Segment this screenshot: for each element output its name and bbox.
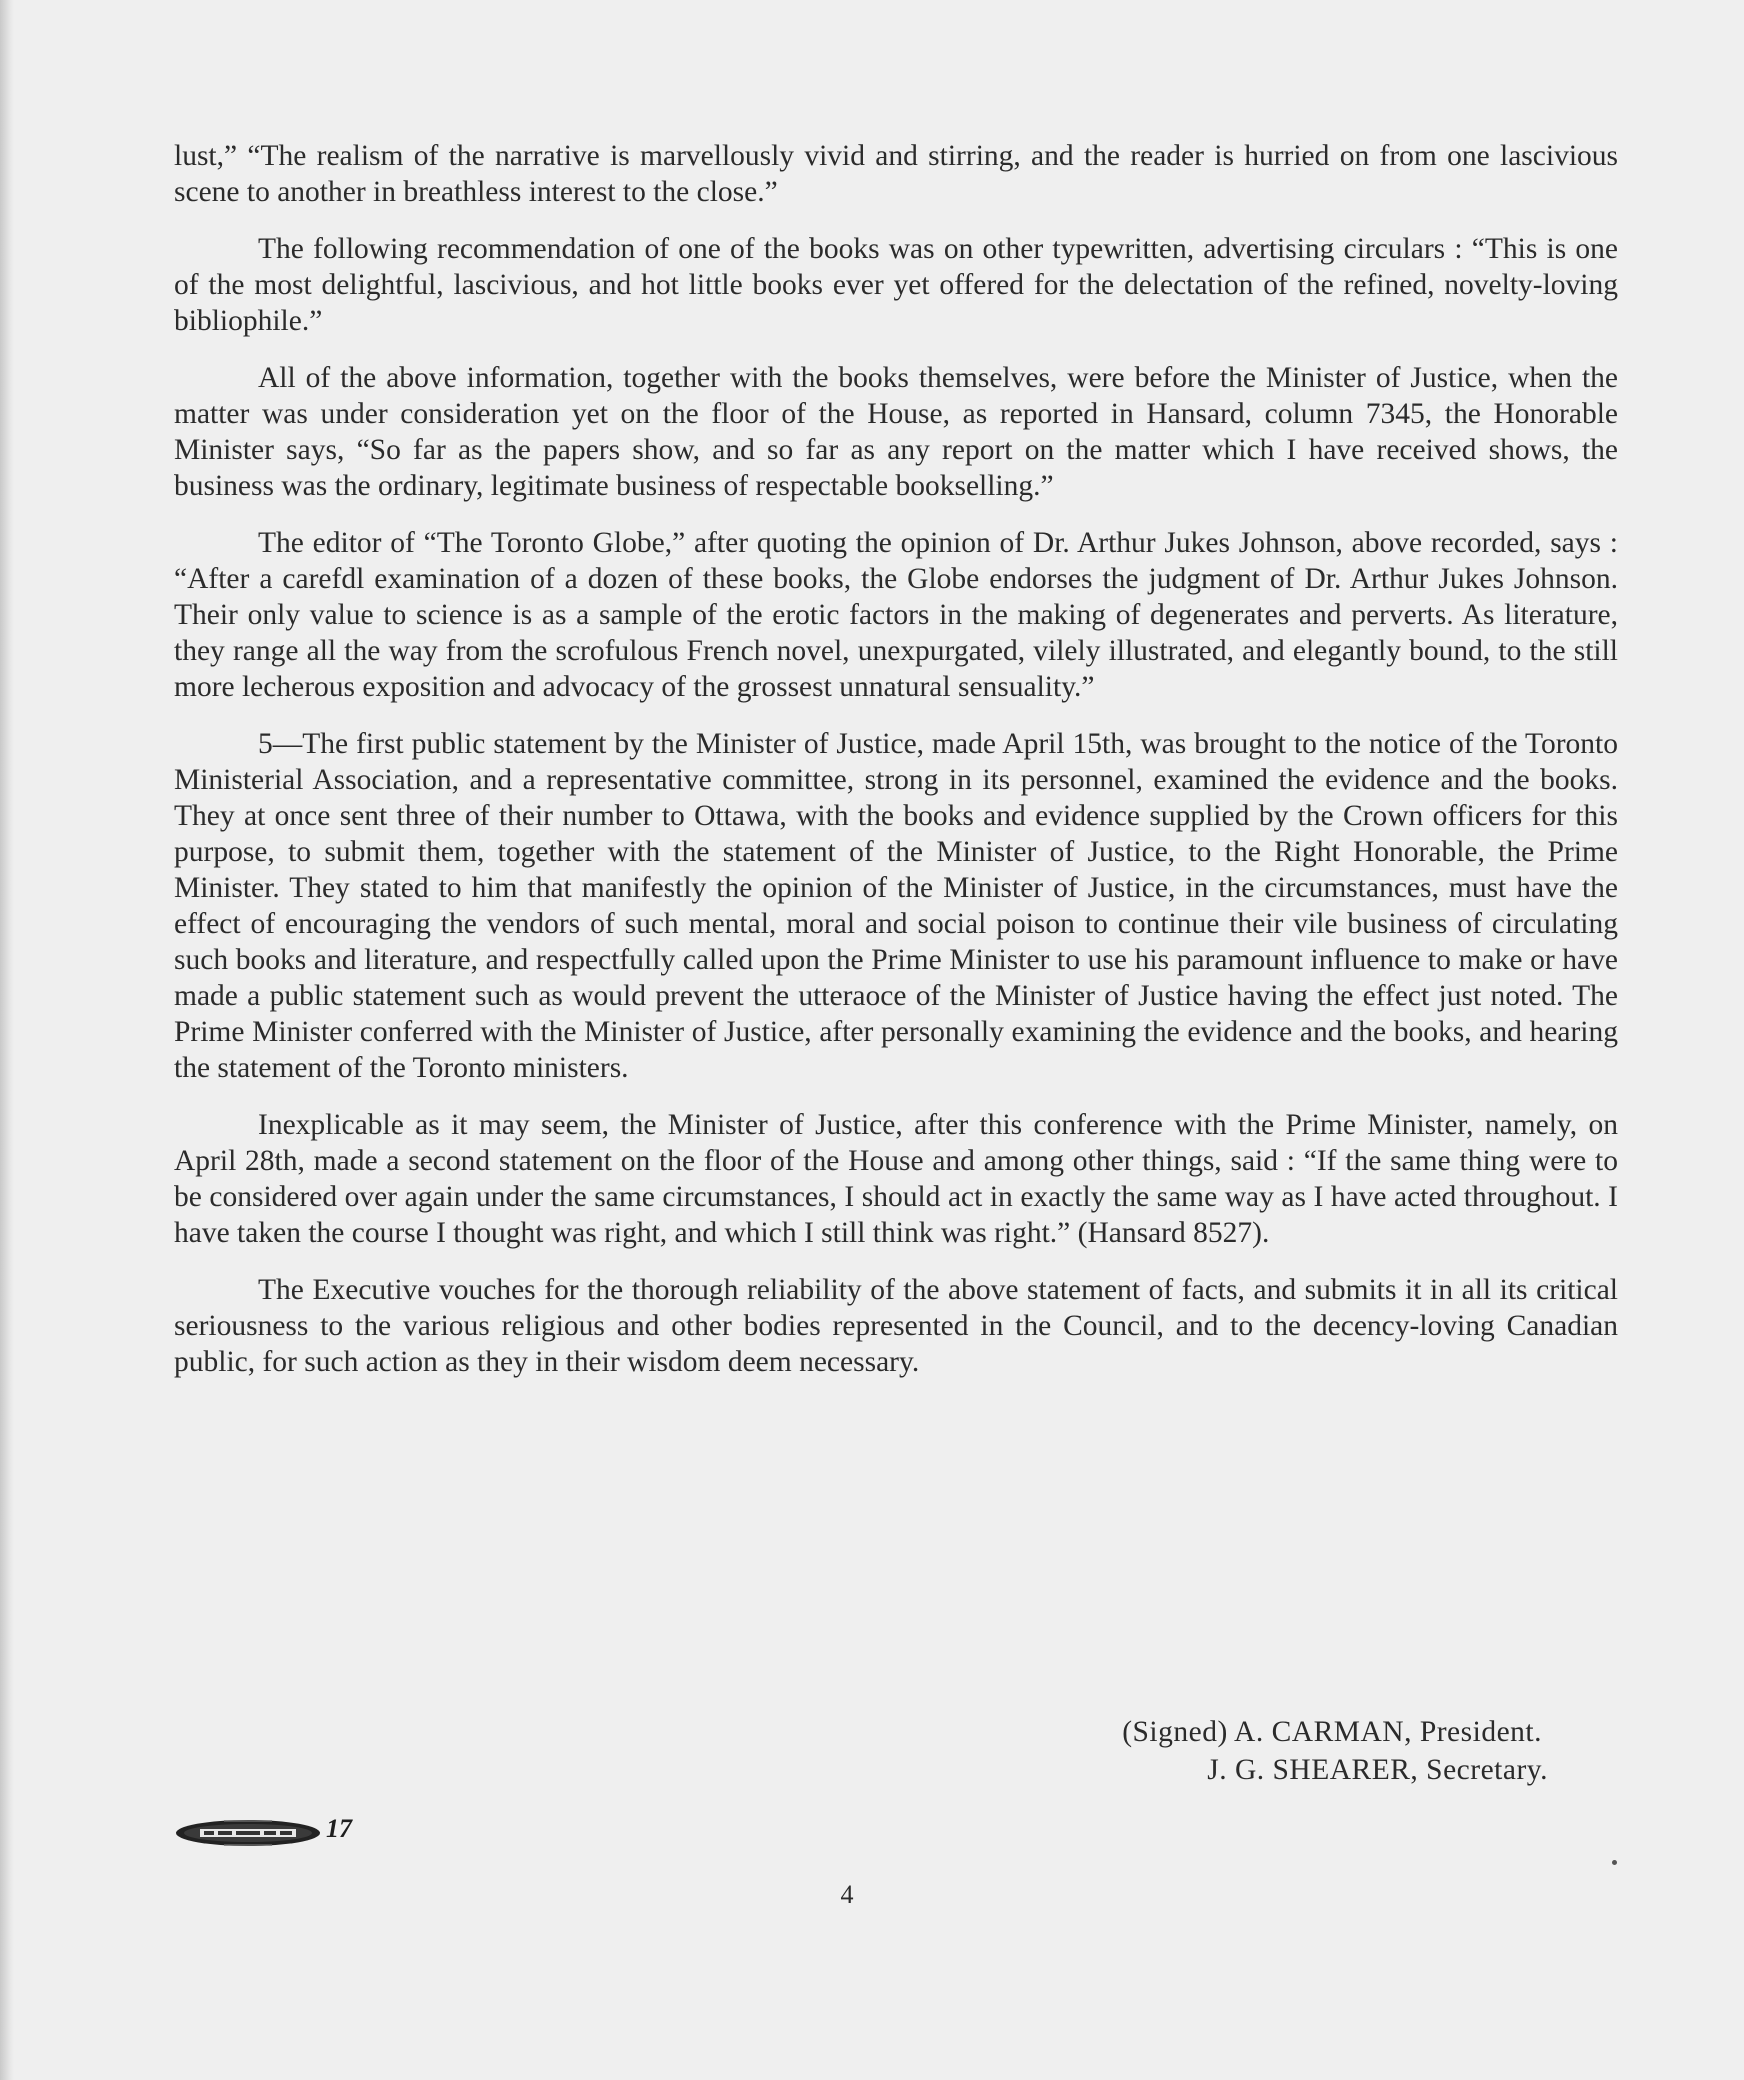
paragraph-minister-of-justice: All of the above information, together with the books themselves, were before the Minister of Justice, when the matter was under consideration yet on the floor of the House, as reported in Hansard, column 7345, the Honorable Minister says, “So far as the papers show, and so far as any report on the matter which I have received shows, the business was the ordinary, legitimate business of respectable bookselling.”: [174, 362, 1618, 502]
signature-secretary: J. G. SHEARER, Secretary.: [1207, 1754, 1548, 1786]
paragraph-second-statement: Inexplicable as it may seem, the Minister of Justice, after this conference with the Prime Minister, namely, on April 28th, made a second statement on the floor of the House and among other things, said : “If the same thing were to be considered over again under the same circumstances, I should act in exactly the same way as I have acted throughout. I have taken the course I thought was right, and which I still think was right.” (Hansard 8527).: [174, 1109, 1618, 1249]
scan-edge: [0, 0, 14, 2080]
paragraph-continuation: lust,” “The realism of the narrative is marvellously vivid and stirring, and the reader is hurried on from one lascivious scene to another in breathless interest to the close.”: [174, 140, 1618, 208]
paragraph-first-public-statement: 5—The first public statement by the Minister of Justice, made April 15th, was brought to the notice of the Toronto Ministerial Association, and a representative committee, strong in its personnel, examined the evidence and the books. They at once sent three of their number to Ottawa, with the books and evidence supplied by the Crown officers for this purpose, to submit them, together with the statement of the Minister of Justice, to the Right Honorable, the Prime Minister. They stated to him that manifestly the opinion of the Minister of Justice, in the circumstances, must have the effect of encouraging the vendors of such mental, moral and social poison to continue their vile business of circulating such books and literature, and respectfully called upon the Prime Minister to use his paramount influence to make or have made a public statement such as would prevent the utteraoce of the Minister of Justice having the effect just noted. The Prime Minister conferred with the Minister of Justice, after personally examining the evidence and the books, and hearing the statement of the Toronto ministers.: [174, 728, 1618, 1084]
page-number: 4: [840, 1880, 854, 1909]
signature-president: (Signed) A. CARMAN, President.: [1122, 1716, 1542, 1748]
union-label-logo: [174, 1818, 322, 1848]
paragraph-toronto-globe: The editor of “The Toronto Globe,” after quoting the opinion of Dr. Arthur Jukes Johnson, above recorded, says : “After a carefdl examination of a dozen of these books, the Globe endorses the judgment of Dr. Arthur Jukes Johnson. Their only value to science is as a sample of the erotic factors in the making of degenerates and perverts. As literature, they range all the way from the scrofulous French novel, unexpurgated, vilely illustrated, and elegantly bound, to the still more lecherous exposition and advocacy of the grossest unnatural sensuality.”: [174, 527, 1618, 703]
paragraph-executive-conclusion: The Executive vouches for the thorough reliability of the above statement of facts, and submits it in all its critical seriousness to the various religious and other bodies represented in the Council, and to the decency-loving Canadian public, for such action as they in their wisdom deem necessary.: [174, 1274, 1618, 1378]
paragraph-recommendation: The following recommendation of one of the books was on other typewritten, advertising circulars : “This is one of the most delightful, lascivious, and hot little books ever yet offered for the delectation of the refined, novelty-loving bibliophile.”: [174, 233, 1618, 337]
document-body: [174, 138, 1618, 1786]
union-label-number: 17: [326, 1814, 352, 1843]
print-speck: [1612, 1860, 1617, 1865]
